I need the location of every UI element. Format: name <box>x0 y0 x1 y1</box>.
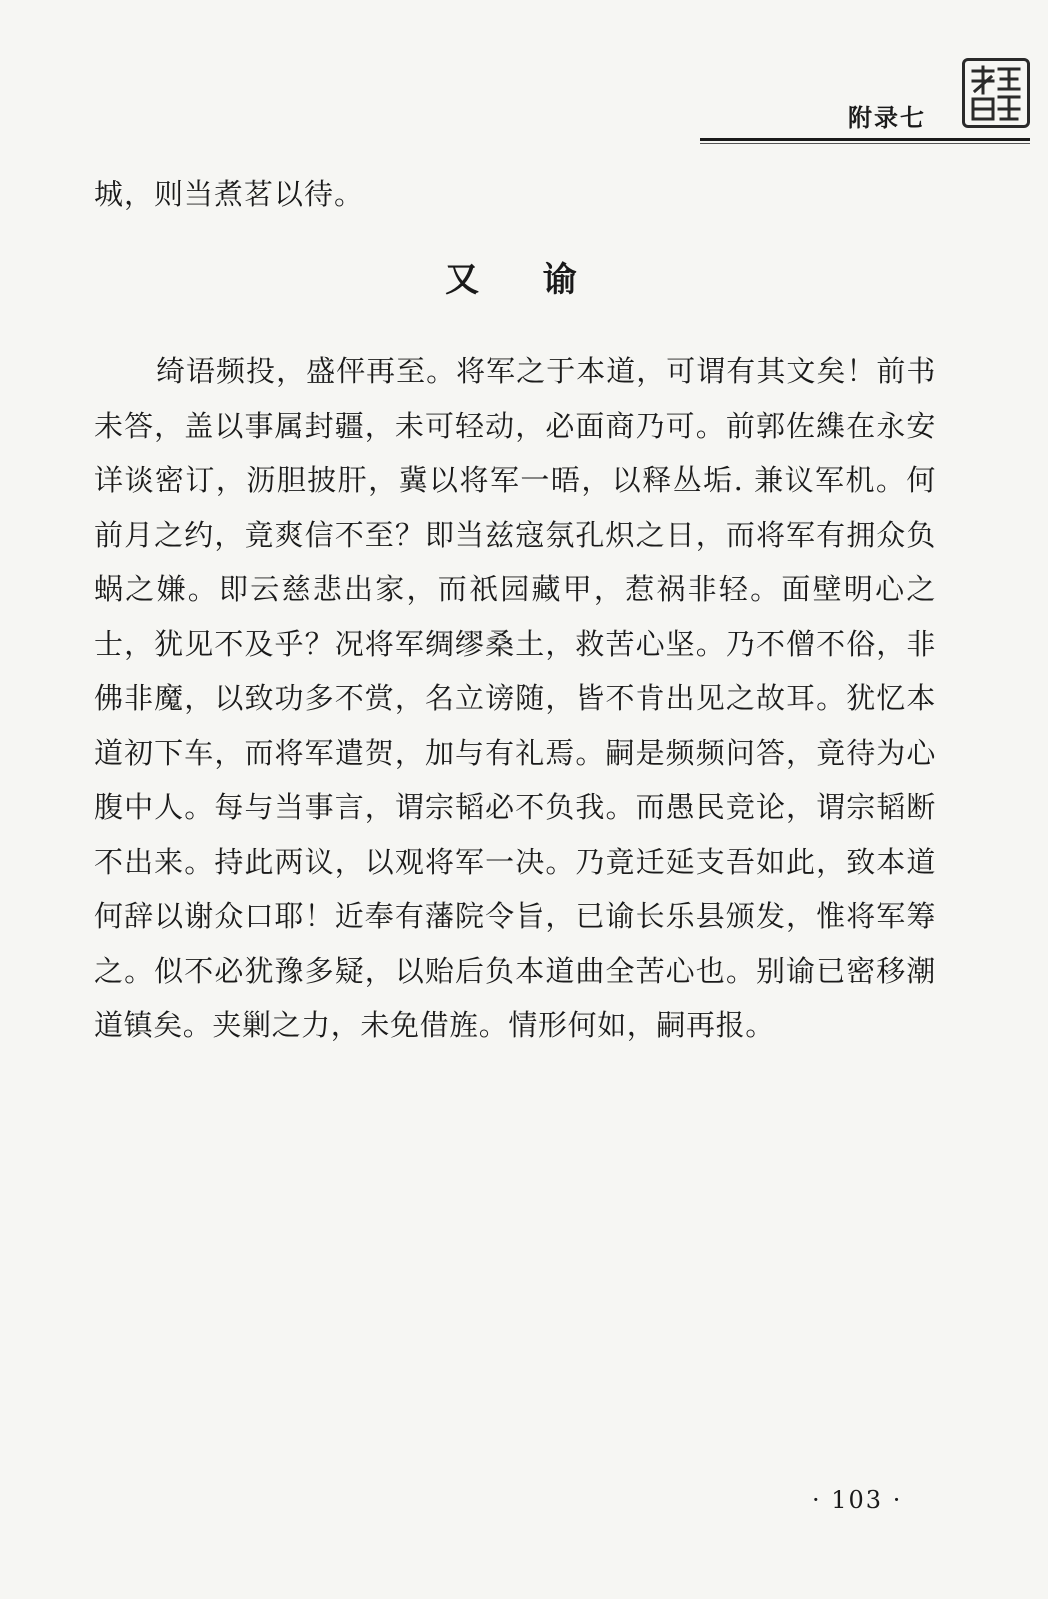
header-rule <box>700 138 1030 141</box>
section-title: 又 谕 <box>445 260 603 300</box>
body-paragraph: 绮语频投，盛伻再至。将军之于本道，可谓有其文矣！前书未答，盖以事属封疆，未可轻动，必面商乃可。前郭佐䌖在永安详谈密订，沥胆披肝，冀以将军一晤，以释丛垢. 兼议军机。何前月之约，竟爽信不至？即当兹寇氛孔炽之日，而将军有拥众负蜗之嫌。即云慈悲出家，而祇园藏甲，惹祸非轻。面壁明心之士，犹见不及乎？况将军绸缪桑土，救苦心坚。乃不僧不俗，非佛非魔，以致功多不赏，名立谤随，皆不肯出见之故耳。犹忆本道初下车，而将军遣贺，加与有礼焉。嗣是频频问答，竟待为心腹中人。每与当事言，谓宗韬必不负我。而愚民竞论，谓宗韬断不出来。持此两议，以观将军一决。乃竟迁延支吾如此，致本道何辞以谢众口耶！近奉有藩院令旨，已谕长乐县颁发，惟将军筹之。似不必犹豫多疑，以贻后负本道曲全苦心也。别谕已密移潮道镇矣。夹剿之力，未免借旌。情形何如，嗣再报。 <box>94 354 936 1042</box>
publisher-seal-icon <box>962 58 1030 128</box>
page-number: · 103 · <box>812 1486 903 1514</box>
seal-glyph <box>967 63 1025 123</box>
header-rule-thin <box>700 143 1030 144</box>
continuation-paragraph: 城，则当煮茗以待。 <box>94 177 365 211</box>
running-header-label: 附录七 <box>848 104 926 132</box>
